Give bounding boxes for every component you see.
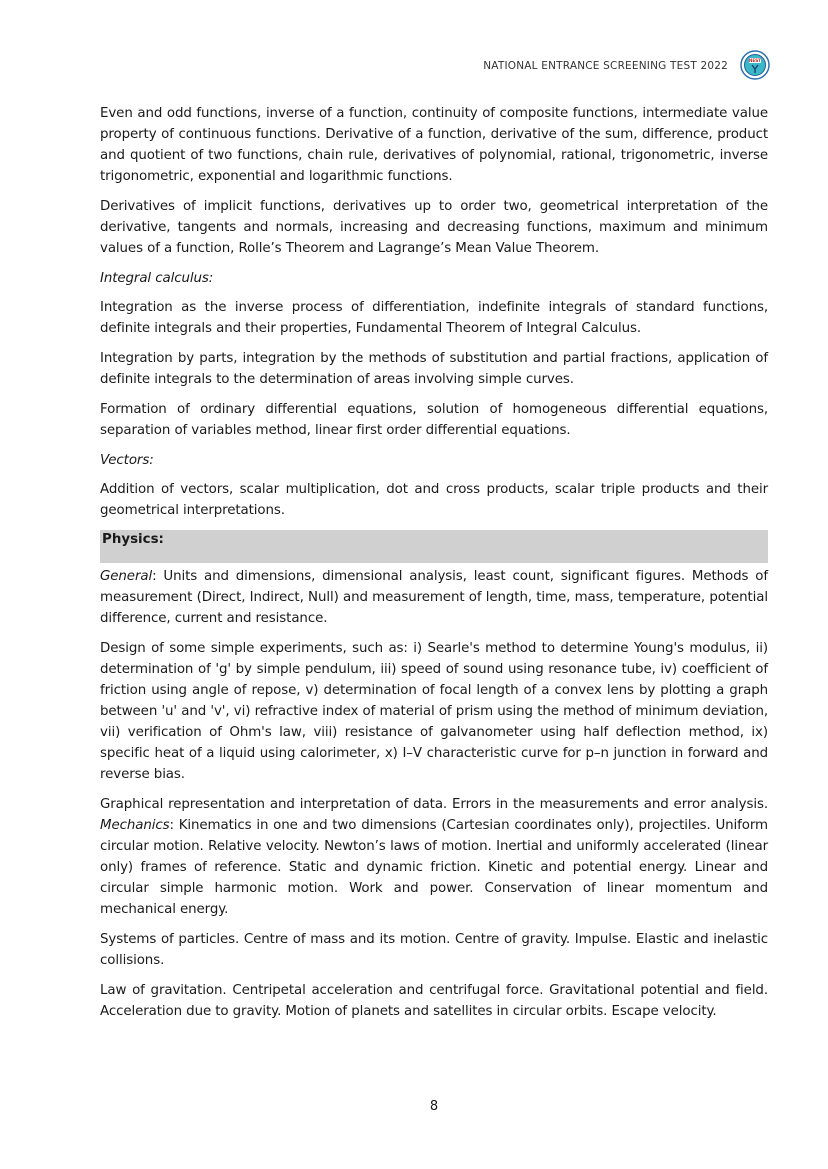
paragraph-mechanics-text: : Kinematics in one and two dimensions (Cartesian coordinates only), projectiles. Uniform circular motion. Relative velocity. Newton’s laws of motion. Inertial and uniformly accelerated (linear only) frames of reference. Static and dynamic friction. Kinetic and potential energy. Linear and circular simple harmonic motion. Work and power. Conservation of linear momentum and mechanical energy.	[100, 818, 768, 917]
page-number: 8	[429, 1099, 439, 1114]
paragraph-integration-methods: Integration by parts, integration by the methods of substitution and partial fractions, application of definite integrals to the determination of areas involving simple curves.	[100, 351, 768, 387]
paragraph-experiments: Design of some simple experiments, such as: i) Searle's method to determine Young's modulus, ii) determination of 'g' by simple pendulum, iii) speed of sound using resonance tube, iv) coefficient of friction using angle of repose, v) determination of focal length of a convex lens by plotting a graph between 'u' and 'v', vi) refractive index of material of prism using the method of minimum deviation, vii) verification of Ohm's law, viii) resistance of galvanometer using half deflection method, ix) specific heat of a liquid using calorimeter, x) I–V characteristic curve for p–n junction in forward and reverse bias.	[100, 641, 768, 782]
label-mechanics: Mechanics	[100, 818, 170, 833]
svg-text:NEST: NEST	[748, 58, 762, 64]
section-heading-physics	[100, 530, 768, 563]
section-heading-physics-label: Physics:	[102, 532, 164, 547]
paragraph-vectors: Addition of vectors, scalar multiplication, dot and cross products, scalar triple products and their geometrical interpretations.	[100, 482, 768, 518]
paragraph-derivatives: Derivatives of implicit functions, derivatives up to order two, geometrical interpretation of the derivative, tangents and normals, increasing and decreasing functions, maximum and minimum values of a function, Rolle’s Theorem and Lagrange’s Mean Value Theorem.	[100, 199, 768, 256]
subheading-vectors: Vectors:	[100, 453, 154, 468]
subheading-integral-calculus: Integral calculus:	[100, 271, 214, 286]
paragraph-general	[100, 566, 768, 629]
paragraph-mechanics-intro: Graphical representation and interpretation of data. Errors in the measurements and error analysis.	[100, 797, 768, 812]
page-header	[483, 50, 770, 80]
document-body	[100, 103, 768, 1031]
header-title: NATIONAL ENTRANCE SCREENING TEST 2022	[483, 60, 728, 72]
paragraph-particles: Systems of particles. Centre of mass and its motion. Centre of gravity. Impulse. Elastic and inelastic collisions.	[100, 932, 768, 968]
paragraph-gravitation: Law of gravitation. Centripetal acceleration and centrifugal force. Gravitational potential and field. Acceleration due to gravity. Motion of planets and satellites in circular orbits. Escape velocity.	[100, 983, 768, 1019]
paragraph-general-text: : Units and dimensions, dimensional analysis, least count, significant figures. Methods of measurement (Direct, Indirect, Null) and measurement of length, time, mass, temperature, potential difference, current and resistance.	[100, 569, 768, 626]
paragraph-integration: Integration as the inverse process of differentiation, indefinite integrals of standard functions, definite integrals and their properties, Fundamental Theorem of Integral Calculus.	[100, 300, 768, 336]
paragraph-differential-equations: Formation of ordinary differential equations, solution of homogeneous differential equations, separation of variables method, linear first order differential equations.	[100, 402, 768, 438]
paragraph-mechanics	[100, 794, 768, 920]
label-general: General	[100, 569, 153, 584]
nest-logo-icon	[740, 50, 770, 80]
paragraph-functions: Even and odd functions, inverse of a function, continuity of composite functions, intermediate value property of continuous functions. Derivative of a function, derivative of the sum, difference, product and quotient of two functions, chain rule, derivatives of polynomial, rational, trigonometric, inverse trigonometric, exponential and logarithmic functions.	[100, 106, 768, 184]
